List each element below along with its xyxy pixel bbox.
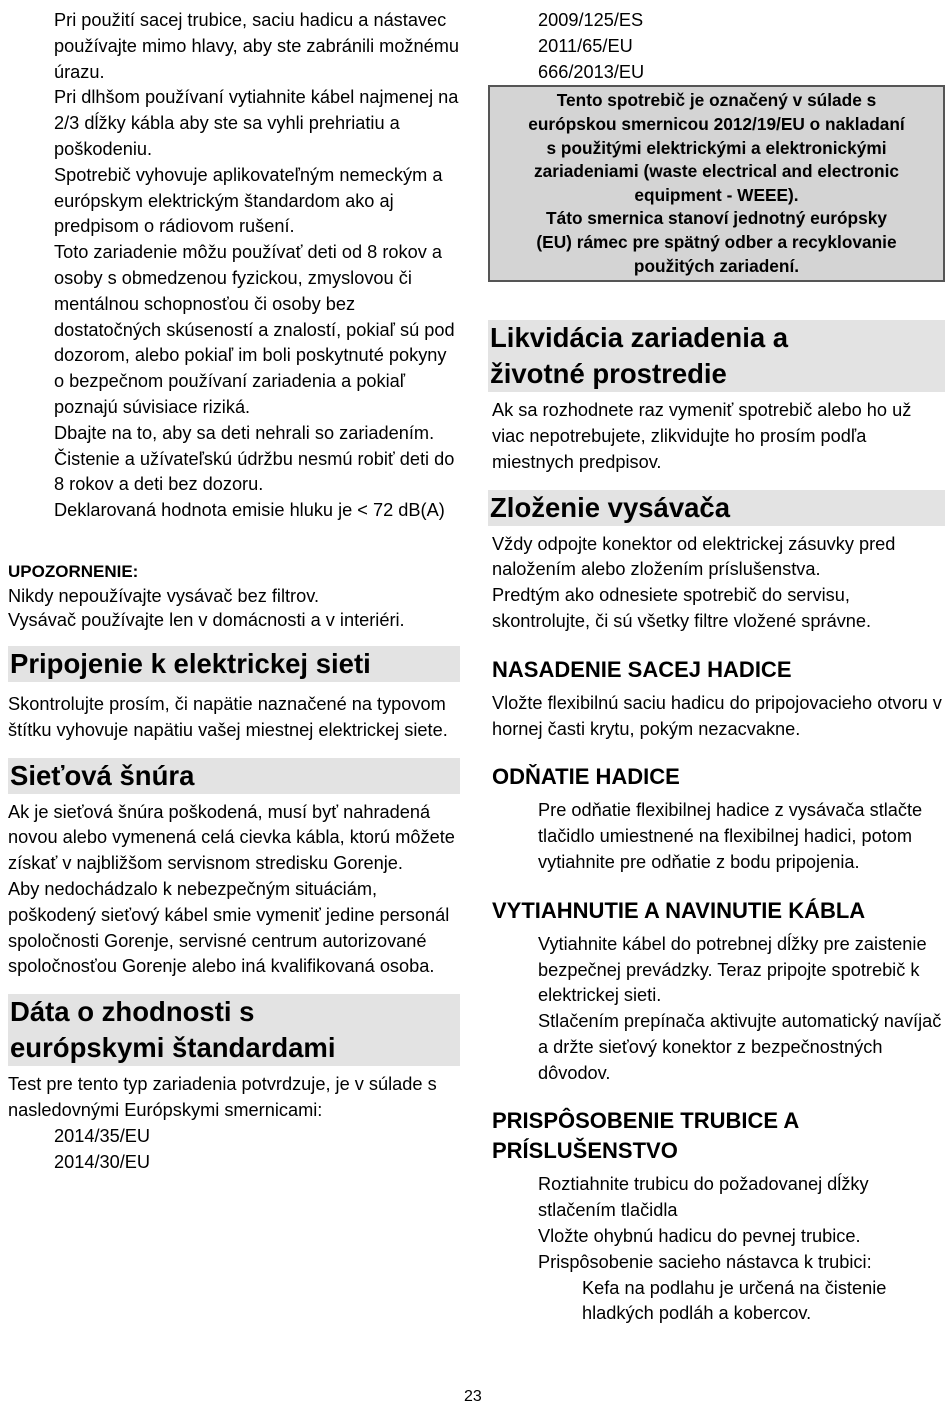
assembly-text: Predtým ako odnesiete spotrebič do servisu, skontrolujte, či sú všetky filtre vložené správne.	[492, 585, 872, 631]
section-title-assembly: Zloženie vysávača	[488, 490, 945, 526]
assembly-text: Vždy odpojte konektor od elektrickej zásuvky pred naložením alebo zložením príslušenstva.	[492, 533, 896, 580]
section-title-connection: Pripojenie k elektrickej sieti	[8, 646, 460, 682]
subsection-title-tube	[488, 1106, 945, 1166]
hose-attach-text: Vložte flexibilnú saciu hadicu do pripojovacieho otvoru v hornej časti krytu, pokým nezacvakne.	[492, 692, 942, 739]
weee-line: s použitými elektrickými a elektronickými	[546, 137, 887, 158]
weee-line: Táto smernica stanoví jednotný európsky	[546, 208, 887, 229]
intro-paragraph: Deklarovaná hodnota emisie hluku je < 72 dB(A)	[54, 500, 445, 521]
connection-text: Skontrolujte prosím, či napätie naznačené na typovom štítku vyhovuje napätiu vašej miestnej elektrickej siete.	[8, 693, 448, 740]
warning-title: UPOZORNENIE:	[8, 561, 139, 581]
disposal-text: Ak sa rozhodnete raz vymeniť spotrebič alebo ho už viac nepotrebujete, zlikvidujte ho prosím podľa miestnych predpisov.	[492, 400, 912, 472]
weee-line: použitých zariadení.	[633, 255, 800, 276]
directive-item: 2014/35/EU	[54, 1125, 151, 1146]
conformity-title-line: Dáta o zhodnosti s	[10, 996, 255, 1028]
hose-remove-text: Pre odňatie flexibilnej hadice z vysávača stlačte tlačidlo umiestnené na flexibilnej hadici, potom vytiahnite pre odňatie z bodu pripojenia.	[538, 800, 923, 872]
directive-item: 666/2013/EU	[538, 61, 645, 82]
weee-line: európskou smernicou 2012/19/EU o nakladaní	[528, 113, 905, 134]
weee-notice-box	[488, 85, 945, 282]
conformity-text: Test pre tento typ zariadenia potvrdzuje, je v súlade s nasledovnými Európskymi smernicami:	[8, 1074, 437, 1120]
intro-paragraph: Pri použití sacej trubice, saciu hadicu a nástavec používajte mimo hlavy, aby ste zabránili možnému úrazu.	[54, 10, 460, 82]
cable-text: Stlačením prepínača aktivujte automatický navíjač a držte sieťový konektor z bezpečnostných dôvodov.	[538, 1011, 942, 1083]
subsection-title-cable: VYTIAHNUTIE A NAVINUTIE KÁBLA	[492, 897, 866, 923]
weee-line: Tento spotrebič je označený v súlade s	[556, 90, 877, 111]
page-number: 23	[464, 1388, 482, 1405]
tube-title-line: PRISPÔSOBENIE TRUBICE A	[492, 1108, 800, 1134]
directive-item: 2011/65/EU	[538, 35, 633, 56]
tube-title-line: PRÍSLUŠENSTVO	[492, 1138, 678, 1164]
tube-text: Prispôsobenie sacieho nástavca k trubici:	[538, 1251, 872, 1272]
section-title-conformity	[8, 994, 460, 1066]
weee-line: zariadeniami (waste electrical and electronic	[534, 161, 899, 182]
section-title-cord: Sieťová šnúra	[8, 758, 460, 794]
weee-line: (EU) rámec pre spätný odber a recyklovanie	[536, 231, 897, 252]
intro-paragraph: Toto zariadenie môžu používať deti od 8 rokov a osoby s obmedzenou fyzickou, zmyslovou či mentálnou schopnosťou či osoby bez dostatočných skúseností a znalostí, pokiaľ sú pod dozorom, alebo pokiaľ im boli poskytnuté pokyny o bezpečnom používaní zariadenia a pokiaľ poznajú súvisiace riziká.	[54, 242, 455, 417]
tube-text: Kefa na podlahu je určená na čistenie hladkých podláh a kobercov.	[582, 1277, 887, 1324]
subsection-title-hose-remove: ODŇATIE HADICE	[492, 764, 680, 790]
section-title-disposal	[488, 320, 945, 392]
cable-text: Vytiahnite kábel do potrebnej dĺžky pre zaistenie bezpečnej prevádzky. Teraz pripojte spotrebič k elektrickej sieti.	[538, 933, 927, 1006]
weee-line: equipment - WEEE).	[634, 184, 799, 205]
directive-item: 2014/30/EU	[54, 1151, 151, 1172]
intro-paragraph: Pri dlhšom používaní vytiahnite kábel najmenej na 2/3 dĺžky kábla aby ste sa vyhli prehriatiu a poškodeniu.	[54, 87, 459, 159]
disposal-title-line: životné prostredie	[490, 358, 727, 390]
warning-line: Nikdy nepoužívajte vysávač bez filtrov.	[8, 585, 320, 606]
subsection-title-hose-attach: NASADENIE SACEJ HADICE	[492, 656, 792, 682]
warning-line: Vysávač používajte len v domácnosti a v interiéri.	[8, 609, 405, 630]
tube-text: Vložte ohybnú hadicu do pevnej trubice.	[538, 1226, 861, 1247]
right-column	[488, 8, 945, 1327]
cord-text: Ak je sieťová šnúra poškodená, musí byť nahradená novou alebo vymenená celá cievka kábla, ktorú môžete získať v najbližšom servisnom stredisku Gorenje.	[8, 801, 455, 874]
conformity-title-line: európskymi štandardami	[10, 1032, 336, 1064]
tube-text: Roztiahnite trubicu do požadovanej dĺžky stlačením tlačidla	[538, 1174, 869, 1221]
left-column	[8, 8, 460, 1175]
intro-paragraph: Dbajte na to, aby sa deti nehrali so zariadením. Čistenie a užívateľskú údržbu nesmú robiť deti do 8 rokov a deti bez dozoru.	[54, 422, 455, 495]
directive-item: 2009/125/ES	[538, 10, 644, 30]
intro-paragraph: Spotrebič vyhovuje aplikovateľným nemeckým a európskym elektrickým štandardom ako aj predpisom o rádiovom rušení.	[54, 164, 443, 237]
cord-text: Aby nedochádzalo k nebezpečným situáciám, poškodený sieťový kábel smie vymeniť jedine personál spoločnosti Gorenje, servisné centrum autorizované spoločnosťou Gorenje alebo iná kvalifikovaná osoba.	[8, 878, 450, 977]
disposal-title-line: Likvidácia zariadenia a	[490, 322, 789, 354]
